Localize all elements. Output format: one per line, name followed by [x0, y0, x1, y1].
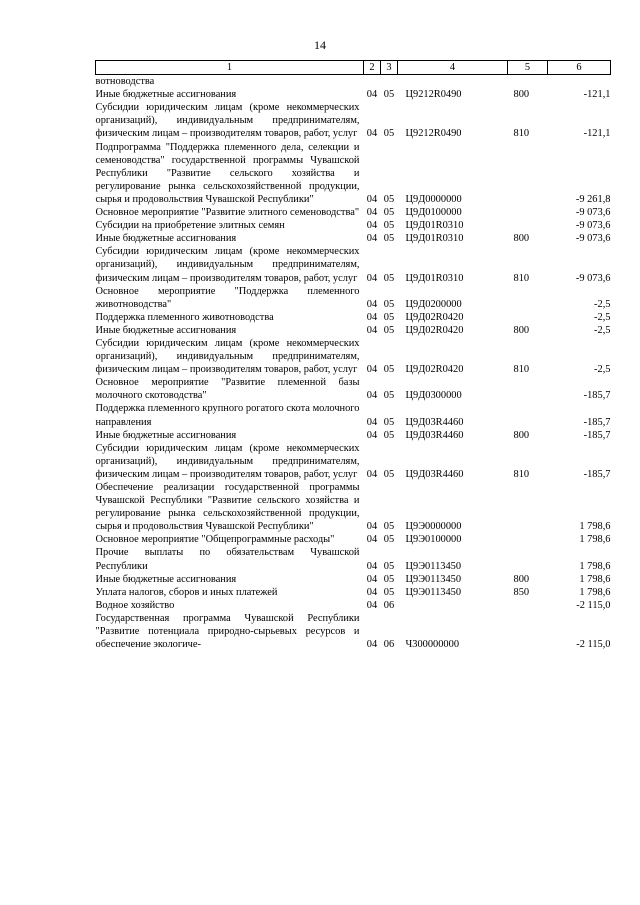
- row-name: Поддержка племенного животноводства: [95, 311, 274, 323]
- row-expense-type: 810: [513, 128, 530, 140]
- row-target-article: Ц9Д01R0310: [405, 233, 464, 245]
- row-name: Водное хозяйство: [95, 599, 175, 611]
- row-section: 04: [366, 521, 378, 533]
- row-subsection: [381, 75, 398, 89]
- table-body: [96, 75, 611, 652]
- row-section: 04: [366, 639, 378, 651]
- table-row: [96, 573, 611, 586]
- row-target-article: [398, 599, 508, 612]
- row-expense-type: [508, 285, 548, 311]
- header-col-6: 6: [548, 61, 611, 75]
- row-name: вотноводства: [95, 76, 155, 88]
- row-expense-type: [508, 533, 548, 546]
- row-name: Иные бюджетные ассигнования: [95, 429, 237, 441]
- row-section: 04: [366, 89, 378, 101]
- row-expense-type: [508, 402, 548, 428]
- row-subsection: 06: [383, 599, 395, 611]
- row-target-article: Ц9Д03R4460: [405, 468, 464, 480]
- row-target-article: Ц9Д0000000: [405, 193, 462, 205]
- row-section: 04: [366, 390, 378, 402]
- row-name: Государственная программа Чувашской Республики "Развитие потенциала природно-сырьевых ресурсов и обеспечение экологиче-: [95, 612, 360, 651]
- row-target-article: Ц9Д02R0420: [405, 364, 464, 376]
- table-row: [96, 232, 611, 245]
- row-expense-type: [508, 546, 548, 572]
- row-section: 04: [366, 429, 378, 441]
- row-amount: 1 798,6: [579, 586, 611, 598]
- table-row: [96, 75, 611, 89]
- row-amount: -2,5: [594, 311, 611, 323]
- row-amount: -121,1: [583, 128, 611, 140]
- header-col-4: 4: [398, 61, 508, 75]
- row-subsection: 05: [383, 534, 395, 546]
- row-subsection: 05: [383, 193, 395, 205]
- row-target-article: Ц9212R0490: [405, 89, 462, 101]
- table-row: [96, 219, 611, 232]
- table-row: [96, 546, 611, 572]
- row-subsection: 05: [383, 272, 395, 284]
- row-name: Иные бюджетные ассигнования: [95, 89, 237, 101]
- row-amount: -2 115,0: [576, 599, 611, 611]
- row-expense-type: [508, 75, 548, 89]
- row-expense-type: 800: [513, 324, 530, 336]
- row-subsection: 05: [383, 233, 395, 245]
- row-name: Уплата налогов, сборов и иных платежей: [95, 586, 278, 598]
- row-section: 04: [366, 468, 378, 480]
- row-section: 04: [366, 272, 378, 284]
- row-subsection: 05: [383, 128, 395, 140]
- row-amount: -121,1: [583, 89, 611, 101]
- header-col-3: 3: [381, 61, 398, 75]
- table-row: [96, 376, 611, 402]
- row-subsection: 05: [383, 390, 395, 402]
- row-subsection: 05: [383, 89, 395, 101]
- row-expense-type: 800: [513, 573, 530, 585]
- table-header: [96, 61, 611, 75]
- row-expense-type: 810: [513, 272, 530, 284]
- row-name: Поддержка племенного крупного рогатого скота молочного направления: [95, 403, 360, 428]
- row-section: 04: [366, 599, 378, 611]
- row-target-article: Ц9Э0113450: [405, 573, 462, 585]
- row-amount: -2,5: [594, 364, 611, 376]
- row-subsection: 05: [383, 364, 395, 376]
- row-expense-type: [508, 206, 548, 219]
- row-section: 04: [366, 128, 378, 140]
- row-target-article: Ц9Э0113450: [405, 586, 462, 598]
- row-expense-type: [508, 376, 548, 402]
- row-name: Иные бюджетные ассигнования: [95, 573, 237, 585]
- header-row: [96, 61, 611, 75]
- row-expense-type: [508, 599, 548, 612]
- row-section: 04: [366, 298, 378, 310]
- row-name: Основное мероприятие "Развитие элитного семеноводства": [95, 207, 360, 219]
- table-row: [96, 324, 611, 337]
- row-name: Прочие выплаты по обязательствам Чувашской Республики: [95, 547, 360, 572]
- row-expense-type: [508, 481, 548, 533]
- header-col-1: 1: [96, 61, 364, 75]
- row-subsection: 05: [383, 521, 395, 533]
- row-expense-type: 800: [513, 233, 530, 245]
- row-target-article: Ч300000000: [405, 639, 460, 651]
- table-row: [96, 612, 611, 651]
- row-expense-type: 800: [513, 429, 530, 441]
- row-expense-type: [508, 141, 548, 206]
- row-amount: 1 798,6: [579, 573, 611, 585]
- row-subsection: 05: [383, 324, 395, 336]
- table-row: [96, 88, 611, 101]
- row-target-article: Ц9Д0100000: [405, 207, 462, 219]
- row-target-article: Ц9Э0100000: [405, 534, 462, 546]
- page-number: 14: [314, 38, 326, 52]
- row-target-article: Ц9Д01R0310: [405, 220, 464, 232]
- row-expense-type: [508, 219, 548, 232]
- row-amount: 1 798,6: [579, 521, 611, 533]
- row-section: 04: [366, 534, 378, 546]
- row-expense-type: 800: [513, 89, 530, 101]
- row-expense-type: 810: [513, 468, 530, 480]
- row-name: Подпрограмма "Поддержка племенного дела, селекции и семеноводства" государственной программы Чувашской Республики "Развитие сельского хозяйства и регулирование рынка сельскохозяйственной продукции, сырья и продовольствия Чувашской Республики": [95, 141, 360, 205]
- row-section: 04: [366, 220, 378, 232]
- row-section: 04: [366, 233, 378, 245]
- row-section: 04: [366, 311, 378, 323]
- row-expense-type: [508, 612, 548, 651]
- table-row: [96, 141, 611, 206]
- row-amount: -2 115,0: [576, 639, 611, 651]
- row-target-article: Ц9Д0300000: [405, 390, 462, 402]
- table-row: [96, 245, 611, 284]
- row-target-article: Ц9Д03R4460: [405, 416, 464, 428]
- row-name: Субсидии юридическим лицам (кроме некоммерческих организаций), индивидуальным предпринимателям, физическим лицам – производителям товаров, работ, услуг: [95, 337, 360, 376]
- row-name: Основное мероприятие "Развитие племенной базы молочного скотоводства": [95, 377, 360, 402]
- table-row: [96, 402, 611, 428]
- row-target-article: Ц9Д01R0310: [405, 272, 464, 284]
- row-expense-type: [508, 311, 548, 324]
- row-amount: 1 798,6: [579, 560, 611, 572]
- row-amount: -2,5: [594, 298, 611, 310]
- row-section: 04: [366, 573, 378, 585]
- row-name: Обеспечение реализации государственной программы Чувашской Республики "Развитие сельского хозяйства и регулирование рынка сельскохозяйственной продукции, сырья и продовольствия Чувашской Республики": [95, 482, 360, 533]
- row-target-article: Ц9Э0113450: [405, 560, 462, 572]
- row-section: 04: [366, 324, 378, 336]
- row-amount: -2,5: [594, 324, 611, 336]
- row-section: 04: [366, 364, 378, 376]
- table-row: [96, 481, 611, 533]
- row-name: Субсидии юридическим лицам (кроме некоммерческих организаций), индивидуальным предпринимателям, физическим лицам – производителям товаров, работ, услуг: [95, 246, 360, 284]
- row-section: 04: [366, 193, 378, 205]
- header-col-5: 5: [508, 61, 548, 75]
- row-subsection: 06: [383, 639, 395, 651]
- row-target-article: Ц9212R0490: [405, 128, 462, 140]
- row-target-article: Ц9Д03R4460: [405, 429, 464, 441]
- row-target-article: Ц9Д02R0420: [405, 311, 464, 323]
- row-amount: -9 073,6: [575, 233, 611, 245]
- budget-table: [95, 60, 611, 651]
- row-amount: -9 073,6: [575, 207, 611, 219]
- row-subsection: 05: [383, 416, 395, 428]
- table-row: [96, 285, 611, 311]
- row-section: 04: [366, 207, 378, 219]
- row-subsection: 05: [383, 298, 395, 310]
- row-name: Субсидии юридическим лицам (кроме некоммерческих организаций), индивидуальным предпринимателям, физическим лицам – производителям товаров, работ, услуг: [95, 102, 360, 140]
- row-subsection: 05: [383, 573, 395, 585]
- row-amount: 1 798,6: [579, 534, 611, 546]
- row-subsection: 05: [383, 207, 395, 219]
- row-expense-type: 810: [513, 364, 530, 376]
- table-row: [96, 101, 611, 140]
- table-row: [96, 206, 611, 219]
- row-amount: -185,7: [583, 468, 611, 480]
- row-name: Иные бюджетные ассигнования: [95, 233, 237, 245]
- row-amount: -9 073,6: [575, 220, 611, 232]
- row-name: Субсидии юридическим лицам (кроме некоммерческих организаций), индивидуальным предпринимателям, физическим лицам – производителям товаров, работ, услуг: [95, 442, 360, 480]
- table-row: [96, 442, 611, 481]
- row-section: 04: [366, 416, 378, 428]
- row-section: [364, 75, 381, 89]
- row-subsection: 05: [383, 311, 395, 323]
- header-col-2: 2: [364, 61, 381, 75]
- row-name: Основное мероприятие "Общепрограммные расходы": [95, 534, 335, 546]
- row-amount: -9 261,8: [575, 193, 611, 205]
- row-amount: -185,7: [583, 416, 611, 428]
- table-row: [96, 533, 611, 546]
- table-row: [96, 311, 611, 324]
- row-target-article: [398, 75, 508, 89]
- row-section: 04: [366, 586, 378, 598]
- row-subsection: 05: [383, 220, 395, 232]
- row-name: Субсидии на приобретение элитных семян: [95, 220, 285, 232]
- row-target-article: Ц9Д0200000: [405, 298, 462, 310]
- row-subsection: 05: [383, 586, 395, 598]
- row-expense-type: 850: [513, 586, 530, 598]
- row-name: Иные бюджетные ассигнования: [95, 324, 237, 336]
- row-section: 04: [366, 560, 378, 572]
- row-subsection: 05: [383, 429, 395, 441]
- row-amount: -185,7: [583, 390, 611, 402]
- row-amount: -9 073,6: [575, 272, 611, 284]
- table-row: [96, 586, 611, 599]
- table-row: [96, 429, 611, 442]
- table-row: [96, 599, 611, 612]
- row-subsection: 05: [383, 560, 395, 572]
- row-target-article: Ц9Д02R0420: [405, 324, 464, 336]
- row-target-article: Ц9Э0000000: [405, 521, 462, 533]
- row-subsection: 05: [383, 468, 395, 480]
- row-name: Основное мероприятие "Поддержка племенного животноводства": [95, 285, 360, 310]
- table-row: [96, 337, 611, 376]
- row-amount: -185,7: [583, 429, 611, 441]
- row-amount: [548, 75, 611, 89]
